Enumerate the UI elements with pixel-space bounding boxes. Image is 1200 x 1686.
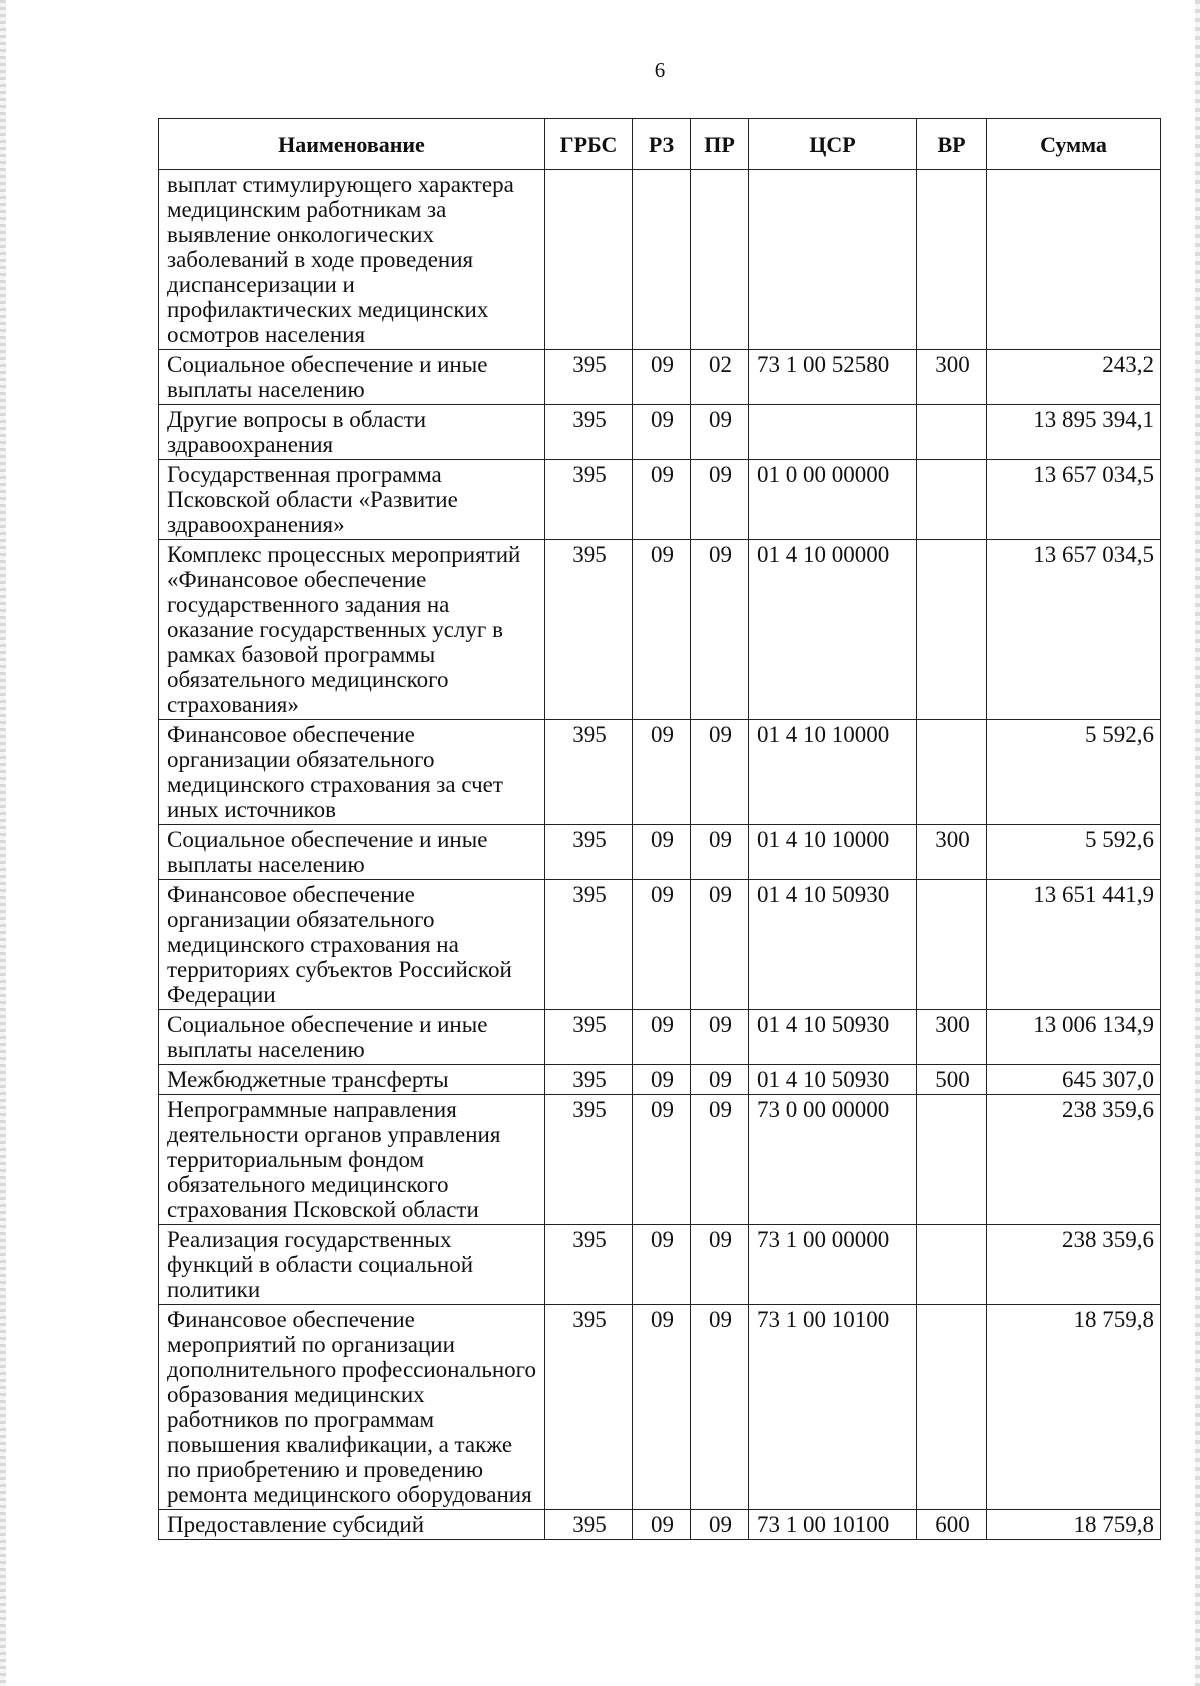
header-sum: Сумма: [987, 119, 1161, 170]
budget-table: [158, 118, 1161, 1540]
cell-sum: 243,2: [987, 350, 1161, 405]
cell-name: Финансовое обеспечение организации обязательного медицинского страхования на территориях субъектов Российской Федерации: [159, 880, 545, 1010]
cell-name: Социальное обеспечение и иные выплаты населению: [159, 1010, 545, 1065]
cell-sum: 13 657 034,5: [987, 460, 1161, 540]
cell-pr: 09: [691, 405, 749, 460]
cell-name: Государственная программа Псковской области «Развитие здравоохранения»: [159, 460, 545, 540]
page-number-container: [0, 58, 1200, 83]
cell-vr: [917, 1095, 987, 1225]
cell-pr: 09: [691, 1065, 749, 1095]
header-name: Наименование: [159, 119, 545, 170]
table-row: [159, 540, 1161, 720]
cell-sum: 13 895 394,1: [987, 405, 1161, 460]
cell-vr: [917, 540, 987, 720]
cell-vr: [917, 720, 987, 825]
cell-rz: [633, 170, 691, 350]
cell-vr: [917, 170, 987, 350]
cell-grbs: [545, 170, 633, 350]
cell-vr: [917, 405, 987, 460]
cell-csr: [749, 405, 917, 460]
cell-sum: 238 359,6: [987, 1095, 1161, 1225]
cell-csr: 01 4 10 50930: [749, 880, 917, 1010]
cell-sum: 13 006 134,9: [987, 1010, 1161, 1065]
cell-grbs: 395: [545, 1010, 633, 1065]
cell-vr: 300: [917, 1010, 987, 1065]
cell-pr: 09: [691, 460, 749, 540]
scan-edge-right: [1195, 0, 1200, 1686]
cell-name: Финансовое обеспечение мероприятий по организации дополнительного профессионального образования медицинских работников по программам повышения квалификации, а также по приобретению и проведению ремонта медицинского оборудования: [159, 1305, 545, 1510]
cell-vr: [917, 460, 987, 540]
cell-name: выплат стимулирующего характера медицинским работникам за выявление онкологических заболеваний в ходе проведения диспансеризации и профилактических медицинских осмотров населения: [159, 170, 545, 350]
cell-rz: 09: [633, 540, 691, 720]
cell-vr: [917, 880, 987, 1010]
table-row: [159, 1095, 1161, 1225]
scan-edge-left: [0, 0, 6, 1686]
table-row: [159, 720, 1161, 825]
cell-pr: 09: [691, 825, 749, 880]
cell-pr: 09: [691, 1095, 749, 1225]
cell-pr: 02: [691, 350, 749, 405]
cell-csr: 01 4 10 00000: [749, 540, 917, 720]
table-row: [159, 350, 1161, 405]
cell-grbs: 395: [545, 460, 633, 540]
cell-vr: [917, 1305, 987, 1510]
cell-rz: 09: [633, 880, 691, 1010]
cell-name: Финансовое обеспечение организации обязательного медицинского страхования за счет иных источников: [159, 720, 545, 825]
cell-csr: 01 4 10 10000: [749, 825, 917, 880]
cell-sum: 5 592,6: [987, 825, 1161, 880]
cell-rz: 09: [633, 1510, 691, 1540]
cell-csr: 01 4 10 50930: [749, 1065, 917, 1095]
cell-grbs: 395: [545, 540, 633, 720]
cell-grbs: 395: [545, 405, 633, 460]
table-row: [159, 880, 1161, 1010]
header-vr: ВР: [917, 119, 987, 170]
table-row: [159, 1010, 1161, 1065]
cell-pr: 09: [691, 1225, 749, 1305]
cell-sum: 13 651 441,9: [987, 880, 1161, 1010]
cell-rz: 09: [633, 1010, 691, 1065]
cell-csr: 01 0 00 00000: [749, 460, 917, 540]
cell-pr: 09: [691, 880, 749, 1010]
cell-rz: 09: [633, 1065, 691, 1095]
cell-vr: 500: [917, 1065, 987, 1095]
cell-sum: 645 307,0: [987, 1065, 1161, 1095]
cell-rz: 09: [633, 1225, 691, 1305]
cell-sum: 13 657 034,5: [987, 540, 1161, 720]
cell-pr: 09: [691, 1510, 749, 1540]
cell-csr: 73 1 00 10100: [749, 1510, 917, 1540]
cell-sum: 5 592,6: [987, 720, 1161, 825]
cell-csr: 73 1 00 10100: [749, 1305, 917, 1510]
header-rz: РЗ: [633, 119, 691, 170]
cell-name: Непрограммные направления деятельности органов управления территориальным фондом обязательного медицинского страхования Псковской области: [159, 1095, 545, 1225]
table-header-row: [159, 119, 1161, 170]
table-row: [159, 1510, 1161, 1540]
cell-csr: 73 1 00 00000: [749, 1225, 917, 1305]
cell-csr: 73 1 00 52580: [749, 350, 917, 405]
table-row: [159, 825, 1161, 880]
page-number: 6: [654, 58, 666, 82]
cell-pr: 09: [691, 1305, 749, 1510]
table-row: [159, 405, 1161, 460]
cell-name: Социальное обеспечение и иные выплаты населению: [159, 350, 545, 405]
cell-name: Социальное обеспечение и иные выплаты населению: [159, 825, 545, 880]
cell-sum: 18 759,8: [987, 1305, 1161, 1510]
table-row: [159, 170, 1161, 350]
cell-sum: 18 759,8: [987, 1510, 1161, 1540]
cell-rz: 09: [633, 825, 691, 880]
cell-grbs: 395: [545, 1510, 633, 1540]
cell-name: Другие вопросы в области здравоохранения: [159, 405, 545, 460]
cell-csr: [749, 170, 917, 350]
cell-name: Реализация государственных функций в области социальной политики: [159, 1225, 545, 1305]
cell-vr: 300: [917, 825, 987, 880]
cell-vr: 300: [917, 350, 987, 405]
table-row: [159, 460, 1161, 540]
cell-csr: 01 4 10 10000: [749, 720, 917, 825]
cell-rz: 09: [633, 350, 691, 405]
header-grbs: ГРБС: [545, 119, 633, 170]
cell-pr: 09: [691, 720, 749, 825]
cell-sum: [987, 170, 1161, 350]
cell-grbs: 395: [545, 350, 633, 405]
cell-vr: [917, 1225, 987, 1305]
cell-rz: 09: [633, 405, 691, 460]
cell-grbs: 395: [545, 880, 633, 1010]
cell-csr: 01 4 10 50930: [749, 1010, 917, 1065]
cell-rz: 09: [633, 720, 691, 825]
cell-rz: 09: [633, 460, 691, 540]
cell-pr: 09: [691, 1010, 749, 1065]
cell-grbs: 395: [545, 1065, 633, 1095]
cell-rz: 09: [633, 1305, 691, 1510]
cell-grbs: 395: [545, 825, 633, 880]
cell-name: Предоставление субсидий: [159, 1510, 545, 1540]
table-row: [159, 1065, 1161, 1095]
table-row: [159, 1305, 1161, 1510]
cell-sum: 238 359,6: [987, 1225, 1161, 1305]
cell-pr: 09: [691, 540, 749, 720]
cell-vr: 600: [917, 1510, 987, 1540]
header-pr: ПР: [691, 119, 749, 170]
header-csr: ЦСР: [749, 119, 917, 170]
cell-rz: 09: [633, 1095, 691, 1225]
cell-pr: [691, 170, 749, 350]
cell-grbs: 395: [545, 1225, 633, 1305]
cell-name: Межбюджетные трансферты: [159, 1065, 545, 1095]
cell-grbs: 395: [545, 1305, 633, 1510]
cell-name: Комплекс процессных мероприятий «Финансовое обеспечение государственного задания на оказание государственных услуг в рамках базовой программы обязательного медицинского страхования»: [159, 540, 545, 720]
table-row: [159, 1225, 1161, 1305]
cell-csr: 73 0 00 00000: [749, 1095, 917, 1225]
cell-grbs: 395: [545, 1095, 633, 1225]
cell-grbs: 395: [545, 720, 633, 825]
